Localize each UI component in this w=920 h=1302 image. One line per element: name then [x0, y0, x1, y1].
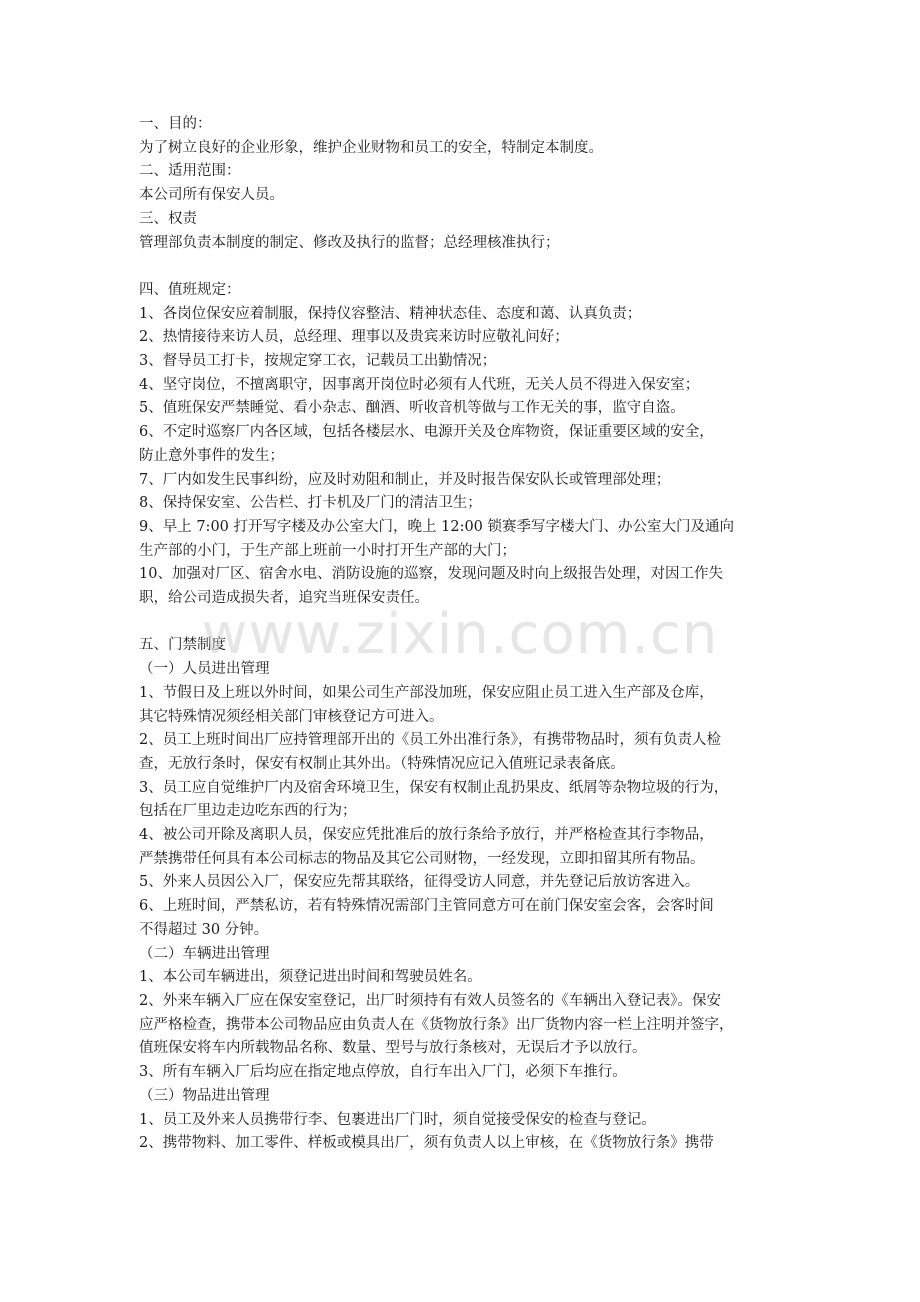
text-line: 生产部的小门，于生产部上班前一小时打开生产部的大门；: [139, 542, 516, 559]
text-line: 不得超过 30 分钟。: [139, 921, 269, 938]
text-line: 1、本公司车辆进出，须登记进出时间和驾驶员姓名。: [139, 969, 482, 986]
text-line: 1、节假日及上班以外时间，如果公司生产部没加班，保安应阻止员工进入生产部及仓库，: [139, 684, 714, 701]
text-line: 7、厂内如发生民事纠纷，应及时劝阻和制止，并及时报告保安队长或管理部处理；: [139, 471, 671, 488]
text-line: 一、目的：: [139, 116, 212, 132]
text-line: 5、值班保安严禁睡觉、看小杂志、酗酒、听收音机等做与工作无关的事，监守自盗。: [139, 400, 685, 417]
text-line: （二）车辆进出管理: [139, 945, 270, 962]
blank-line: [139, 255, 799, 279]
text-line: 职，给公司造成损失者，追究当班保安责任。: [139, 590, 429, 607]
text-line: 1、各岗位保安应着制服，保持仪容整洁、精神状态佳、态度和蔼、认真负责；: [139, 305, 642, 322]
text-line: 10、加强对厂区、宿舍水电、消防设施的巡察，发现问题及时向上级报告处理，对因工作失: [139, 566, 723, 583]
text-line: 为了树立良好的企业形象，维护企业财物和员工的安全，特制定本制度。: [139, 139, 603, 156]
text-line: 四、值班规定：: [139, 281, 241, 298]
text-line: 本公司所有保安人员。: [139, 187, 284, 204]
text-line: 5、外来人员因公入厂，保安应先帮其联络，征得受访人同意，并先登记后放访客进入。: [139, 874, 700, 891]
text-line: 9、早上 7:00 打开写字楼及办公室大门，晚上 12:00 锁赛季写字楼大门、办公室大门及通向: [139, 518, 735, 535]
text-line: 2、员工上班时间出厂应持管理部开出的《员工外出准行条》，有携带物品时，须有负责人检: [139, 732, 721, 749]
text-line: 4、坚守岗位，不擅离职守，因事离开岗位时必须有人代班，无关人员不得进入保安室；: [139, 376, 700, 393]
text-line: 2、携带物料、加工零件、样板或模具出厂，须有负责人以上审核，在《货物放行条》携带: [139, 1135, 714, 1152]
text-line: 1、员工及外来人员携带行李、包裹进出厂门时，须自觉接受保安的检查与登记。: [139, 1111, 656, 1128]
document-body: [139, 113, 799, 1156]
text-line: 2、外来车辆入厂应在保安室登记，出厂时须持有有效人员签名的《车辆出入登记表》。保安: [139, 992, 721, 1009]
text-line: 包括在厂里边走边吃东西的行为；: [139, 803, 357, 820]
text-line: 管理部负责本制度的制定、修改及执行的监督；总经理核准执行；: [139, 234, 560, 251]
text-line: 严禁携带任何具有本公司标志的物品及其它公司财物，一经发现，立即扣留其所有物品。: [139, 850, 705, 867]
text-line: （一）人员进出管理: [139, 661, 270, 678]
text-line: 防止意外事件的发生；: [139, 447, 284, 464]
text-line: 五、门禁制度: [139, 637, 226, 654]
text-line: 6、上班时间，严禁私访，若有特殊情况需部门主管同意方可在前门保安室会客，会客时间: [139, 898, 714, 915]
text-line: 3、所有车辆入厂后均应在指定地点停放，自行车出入厂门，必须下车推行。: [139, 1064, 627, 1081]
blank-line: [139, 611, 799, 635]
text-line: 二、适用范围：: [139, 163, 241, 180]
text-line: 值班保安将车内所载物品名称、数量、型号与放行条核对，无误后才予以放行。: [139, 1040, 647, 1057]
watermark: www.zixin.com.cn: [201, 602, 719, 667]
text-line: （三）物品进出管理: [139, 1087, 270, 1104]
text-line: 8、保持保安室、公告栏、打卡机及厂门的清洁卫生；: [139, 495, 482, 512]
text-line: 3、员工应自觉维护厂内及宿舍环境卫生，保安有权制止乱扔果皮、纸屑等杂物垃圾的行为，: [139, 779, 729, 796]
text-line: 应严格检查，携带本公司物品应由负责人在《货物放行条》出厂货物内容一栏上注明并签字，: [139, 1016, 734, 1033]
text-line: 三、权责: [139, 210, 197, 227]
text-line: 查，无放行条时，保安有权制止其外出。（特殊情况应记入值班记录表备底。: [139, 755, 625, 772]
text-line: 4、被公司开除及离职人员，保安应凭批准后的放行条给予放行，并严格检查其行李物品，: [139, 827, 714, 844]
text-line: 其它特殊情况须经相关部门审核登记方可进入。: [139, 708, 444, 725]
text-line: 3、督导员工打卡，按规定穿工衣，记载员工出勤情况；: [139, 353, 497, 370]
text-line: 2、热情接待来访人员，总经理、理事以及贵宾来访时应敬礼问好；: [139, 329, 569, 346]
text-line: 6、不定时巡察厂内各区域，包括各楼层水、电源开关及仓库物资，保证重要区域的安全，: [139, 424, 714, 441]
